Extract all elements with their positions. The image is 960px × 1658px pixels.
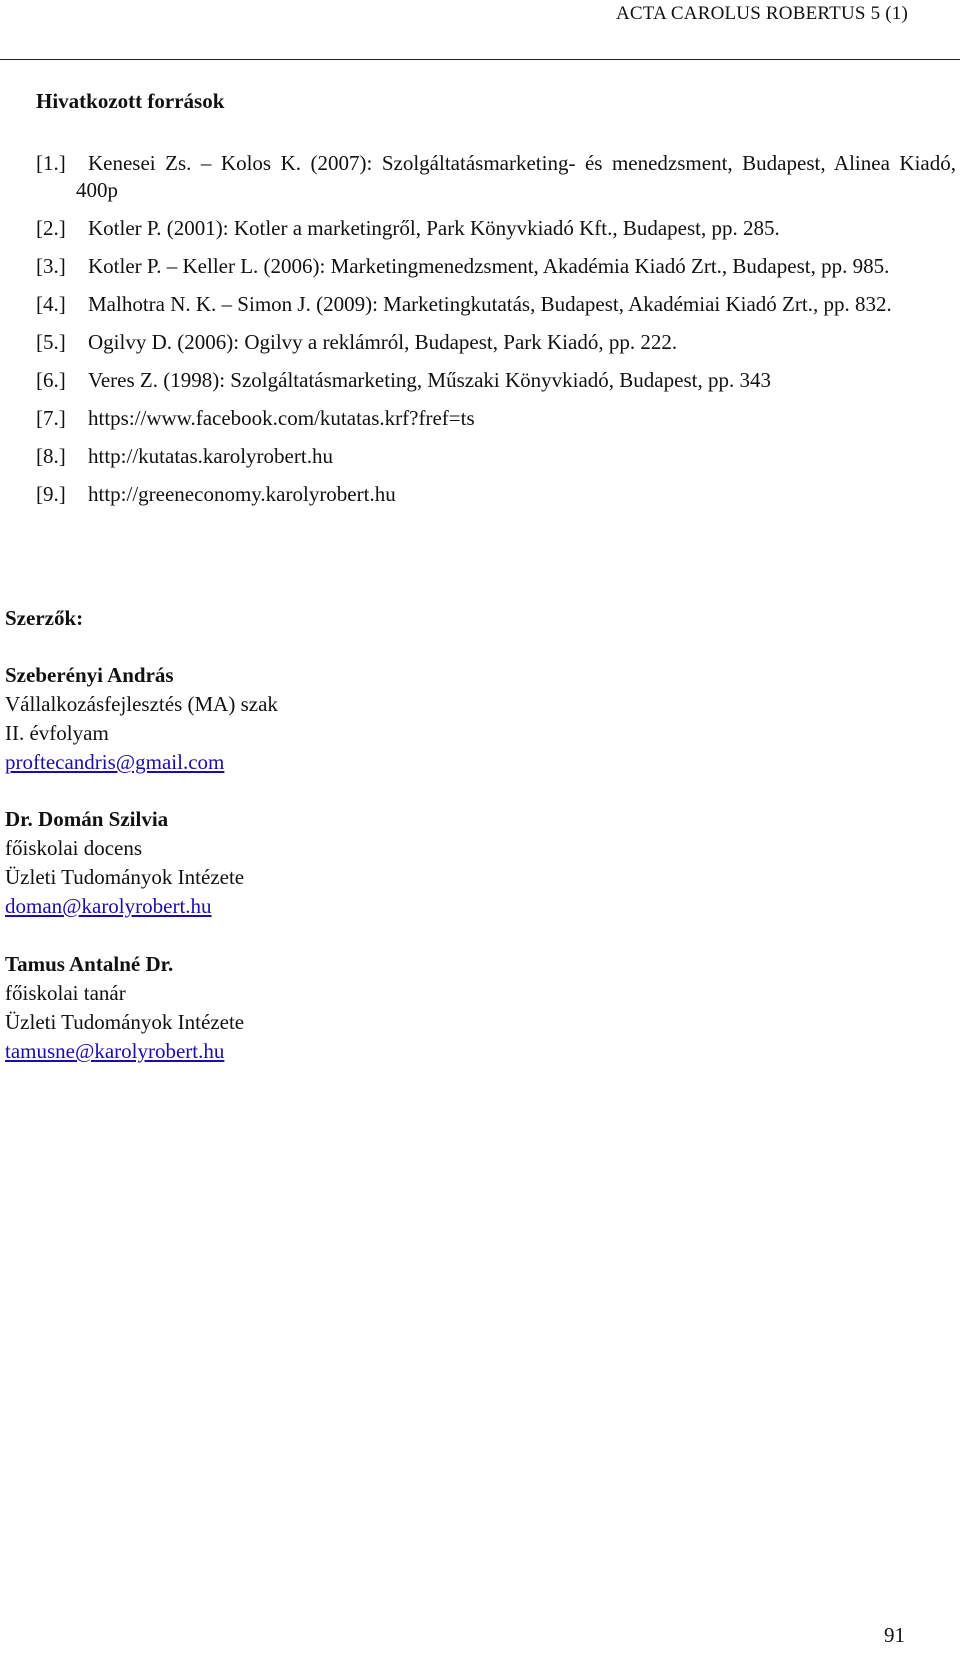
reference-text: Ogilvy D. (2006): Ogilvy a reklámról, Budapest, Park Kiadó, pp. 222. xyxy=(88,330,678,354)
reference-url: http://greeneconomy.karolyrobert.hu xyxy=(88,482,396,506)
author-email-link[interactable]: doman@karolyrobert.hu xyxy=(5,894,212,918)
reference-number: [2.] xyxy=(36,216,66,240)
reference-item-4 xyxy=(36,291,956,318)
author-title: főiskolai tanár xyxy=(5,981,126,1005)
author-institute: Üzleti Tudományok Intézete xyxy=(5,1010,245,1034)
running-title: ACTA CAROLUS ROBERTUS 5 (1) xyxy=(616,3,908,24)
header-rule xyxy=(0,59,960,60)
reference-item-8 xyxy=(36,443,956,470)
author-name: Tamus Antalné Dr. xyxy=(5,952,174,976)
author-program: Vállalkozásfejlesztés (MA) szak xyxy=(5,692,278,716)
reference-number: [1.] xyxy=(36,151,66,175)
author-name: Szeberényi András xyxy=(5,663,174,687)
author-block-1 xyxy=(5,661,278,777)
author-email-link[interactable]: proftecandris@gmail.com xyxy=(5,750,225,774)
reference-number: [4.] xyxy=(36,292,66,316)
reference-number: [9.] xyxy=(36,482,66,506)
author-name: Dr. Domán Szilvia xyxy=(5,807,169,831)
reference-url: http://kutatas.karolyrobert.hu xyxy=(88,444,333,468)
reference-item-3 xyxy=(36,253,956,280)
reference-item-7 xyxy=(36,405,956,432)
reference-item-2 xyxy=(36,215,956,242)
reference-text: Kotler P. (2001): Kotler a marketingről, Park Könyvkiadó Kft., Budapest, pp. 285. xyxy=(88,216,780,240)
reference-item-5 xyxy=(36,329,956,356)
reference-item-9 xyxy=(36,481,956,508)
page-number: 91 xyxy=(884,1623,905,1647)
reference-list xyxy=(36,150,956,519)
reference-item-1 xyxy=(36,150,956,204)
reference-text: Kenesei Zs. – Kolos K. (2007): Szolgáltatásmarketing- és menedzsment, Budapest, Alinea Kiadó, 400p xyxy=(76,151,956,202)
author-institute: Üzleti Tudományok Intézete xyxy=(5,865,245,889)
running-header xyxy=(616,0,908,32)
references-heading: Hivatkozott források xyxy=(36,89,225,113)
reference-text: Veres Z. (1998): Szolgáltatásmarketing, Műszaki Könyvkiadó, Budapest, pp. 343 xyxy=(88,368,771,392)
author-email-link[interactable]: tamusne@karolyrobert.hu xyxy=(5,1039,225,1063)
reference-item-6 xyxy=(36,367,956,394)
author-title: főiskolai docens xyxy=(5,836,143,860)
reference-text: Malhotra N. K. – Simon J. (2009): Marketingkutatás, Budapest, Akadémiai Kiadó Zrt., pp. 832. xyxy=(88,292,892,316)
reference-url: https://www.facebook.com/kutatas.krf?fref=ts xyxy=(88,406,475,430)
author-year: II. évfolyam xyxy=(5,721,109,745)
reference-number: [6.] xyxy=(36,368,66,392)
reference-number: [3.] xyxy=(36,254,66,278)
authors-heading: Szerzők: xyxy=(5,606,84,630)
author-block-2 xyxy=(5,805,244,921)
author-block-3 xyxy=(5,950,244,1066)
reference-number: [5.] xyxy=(36,330,66,354)
reference-number: [8.] xyxy=(36,444,66,468)
reference-text: Kotler P. – Keller L. (2006): Marketingmenedzsment, Akadémia Kiadó Zrt., Budapest, pp. 985. xyxy=(88,254,890,278)
reference-number: [7.] xyxy=(36,406,66,430)
